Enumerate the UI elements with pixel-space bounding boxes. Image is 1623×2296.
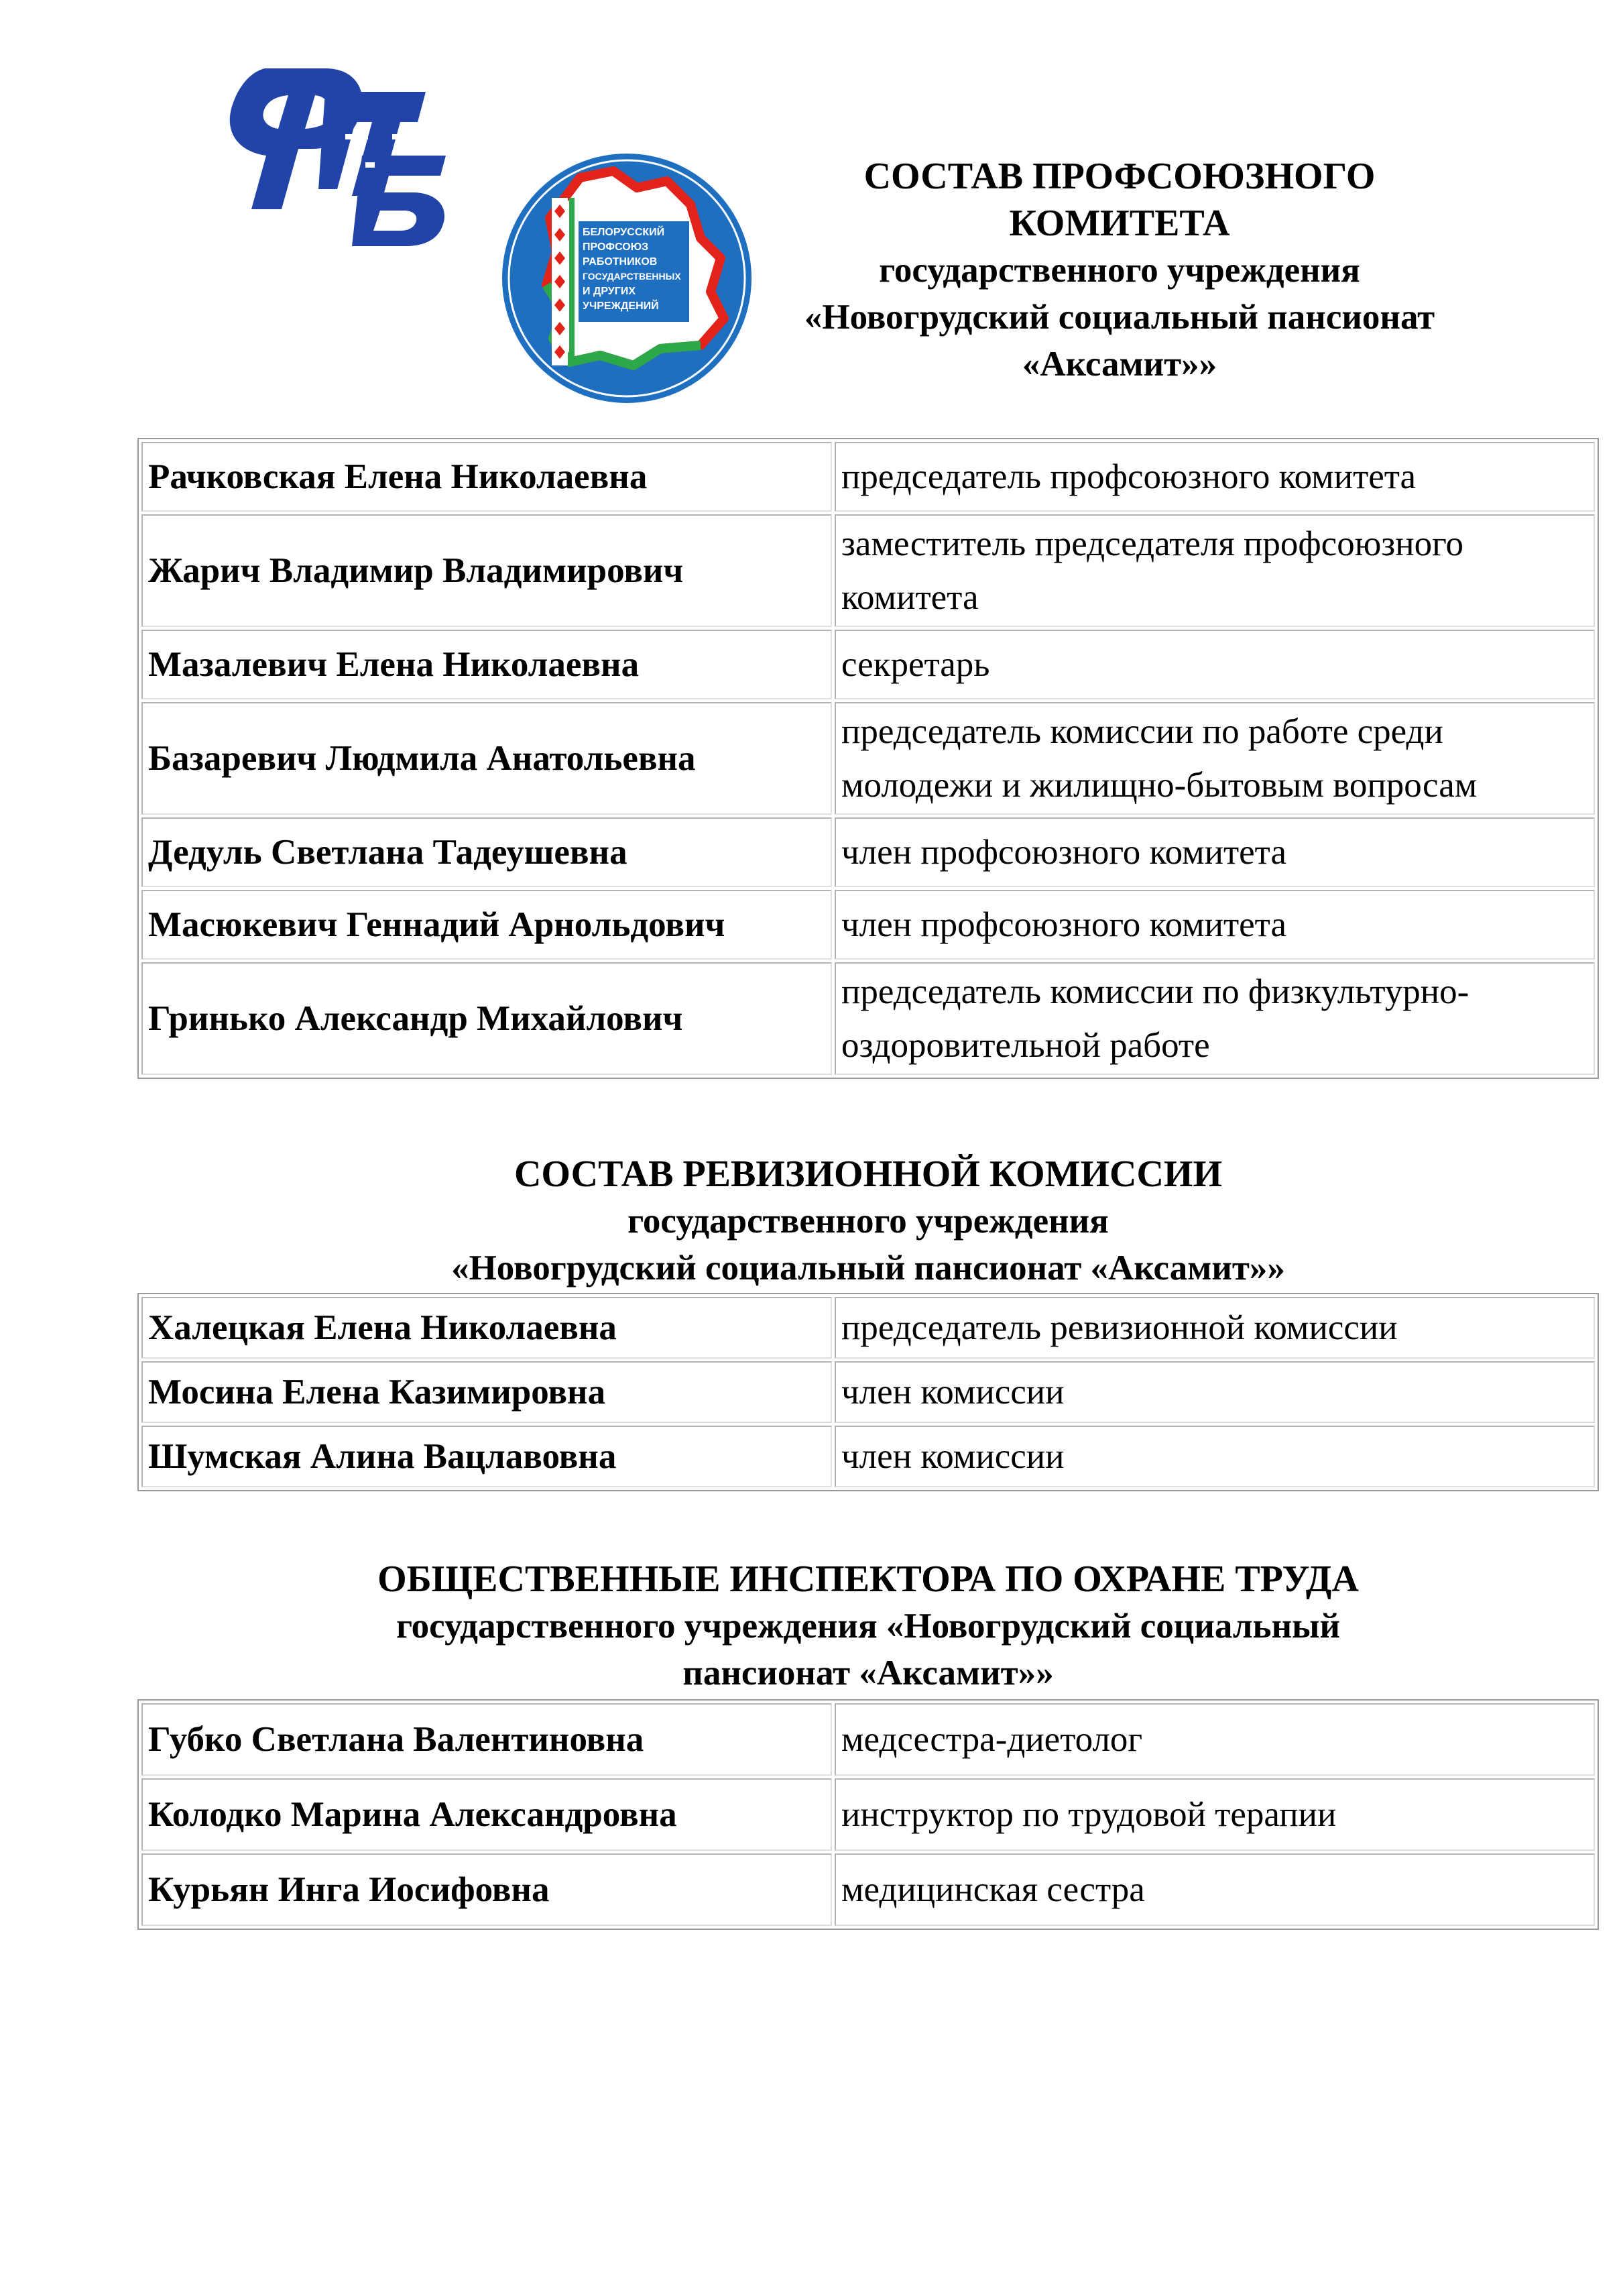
member-role: заместитель председателя профсоюзного комитета bbox=[835, 514, 1595, 627]
member-role: инструктор по трудовой терапии bbox=[835, 1778, 1595, 1851]
audit-subtitle-line: государственного учреждения bbox=[627, 1202, 1109, 1241]
table-row bbox=[141, 1426, 1595, 1487]
union-emblem-icon bbox=[499, 151, 754, 406]
table-row bbox=[141, 1778, 1595, 1851]
member-name: Базаревич Людмила Анатольевна bbox=[141, 702, 832, 815]
table-row bbox=[141, 442, 1595, 512]
emblem-text-line: РАБОТНИКОВ bbox=[583, 256, 658, 268]
table-row bbox=[141, 1361, 1595, 1423]
member-name: Шумская Алина Вацлавовна bbox=[141, 1426, 832, 1487]
table-row bbox=[141, 702, 1595, 815]
emblem-text-line: УЧРЕЖДЕНИЙ bbox=[583, 300, 659, 312]
safety-title: ОБЩЕСТВЕННЫЕ ИНСПЕКТОРА ПО ОХРАНЕ ТРУДА bbox=[377, 1558, 1359, 1600]
table-row bbox=[141, 1853, 1595, 1926]
committee-title-line: КОМИТЕТА bbox=[1009, 203, 1230, 244]
safety-table bbox=[137, 1699, 1599, 1930]
member-role: член комиссии bbox=[835, 1361, 1595, 1423]
committee-title-line: СОСТАВ ПРОФСОЮЗНОГО bbox=[863, 156, 1376, 197]
committee-heading bbox=[724, 153, 1515, 388]
table-row bbox=[141, 1703, 1595, 1776]
member-role: член комиссии bbox=[835, 1426, 1595, 1487]
member-name: Халецкая Елена Николаевна bbox=[141, 1297, 832, 1359]
member-name: Масюкевич Геннадий Арнольдович bbox=[141, 890, 832, 960]
member-role: председатель профсоюзного комитета bbox=[835, 442, 1595, 512]
member-role: член профсоюзного комитета bbox=[835, 817, 1595, 887]
fpb-logo-icon bbox=[225, 55, 479, 256]
safety-heading bbox=[137, 1556, 1599, 1697]
member-role: медсестра-диетолог bbox=[835, 1703, 1595, 1776]
member-role: медицинская сестра bbox=[835, 1853, 1595, 1926]
safety-subtitle-line: пансионат «Аксамит»» bbox=[682, 1654, 1054, 1692]
table-row bbox=[141, 1297, 1595, 1359]
emblem-text-line: ГОСУДАРСТВЕННЫХ bbox=[583, 271, 681, 282]
committee-subtitle-line: «Аксамит»» bbox=[1022, 345, 1217, 384]
member-name: Дедуль Светлана Тадеушевна bbox=[141, 817, 832, 887]
member-role: председатель ревизионной комиссии bbox=[835, 1297, 1595, 1359]
member-name: Гринько Александр Михайлович bbox=[141, 962, 832, 1075]
emblem-text-line: ПРОФСОЮЗ bbox=[583, 241, 649, 253]
committee-table bbox=[137, 438, 1599, 1079]
committee-subtitle-line: государственного учреждения bbox=[879, 251, 1360, 290]
member-name: Курьян Инга Иосифовна bbox=[141, 1853, 832, 1926]
member-role: член профсоюзного комитета bbox=[835, 890, 1595, 960]
emblem-text-line: БЕЛОРУССКИЙ bbox=[583, 227, 665, 238]
safety-subtitle-line: государственного учреждения «Новогрудский социальный bbox=[396, 1607, 1341, 1646]
member-name: Мазалевич Елена Николаевна bbox=[141, 630, 832, 699]
audit-title: СОСТАВ РЕВИЗИОННОЙ КОМИССИИ bbox=[514, 1153, 1223, 1195]
audit-table bbox=[137, 1293, 1599, 1491]
member-name: Губко Светлана Валентиновна bbox=[141, 1703, 832, 1776]
emblem-text-line: И ДРУГИХ bbox=[583, 286, 636, 297]
member-name: Колодко Марина Александровна bbox=[141, 1778, 832, 1851]
member-name: Рачковская Елена Николаевна bbox=[141, 442, 832, 512]
member-name: Жарич Владимир Владимирович bbox=[141, 514, 832, 627]
table-row bbox=[141, 962, 1595, 1075]
table-row bbox=[141, 514, 1595, 627]
table-row bbox=[141, 630, 1595, 699]
member-role: секретарь bbox=[835, 630, 1595, 699]
table-row bbox=[141, 817, 1595, 887]
audit-subtitle-line: «Новогрудский социальный пансионат «Аксамит»» bbox=[451, 1249, 1285, 1287]
member-role: председатель комиссии по физкультурно-оздоровительной работе bbox=[835, 962, 1595, 1075]
committee-subtitle-line: «Новогрудский социальный пансионат bbox=[804, 298, 1435, 337]
table-row bbox=[141, 890, 1595, 960]
member-name: Мосина Елена Казимировна bbox=[141, 1361, 832, 1423]
member-role: председатель комиссии по работе среди молодежи и жилищно-бытовым вопросам bbox=[835, 702, 1595, 815]
audit-heading bbox=[137, 1151, 1599, 1292]
